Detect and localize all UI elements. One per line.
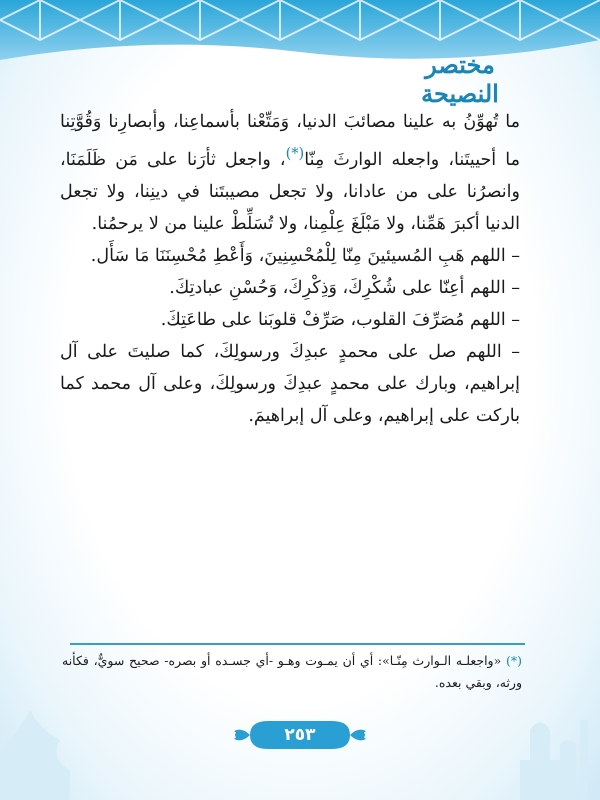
footnote-text: «واجعلـه الـوارث مِنّـا»: أي أن يمـوت وهـو -أي جسـده أو بصره- صحيح سويٌّ، فكأنه ورثه، وبقي بعده. (62, 653, 522, 690)
footnote-marker: (*) (505, 653, 522, 668)
paragraph-5: – اللهم صل على محمدٍ عبدِكَ ورسولِكَ، كما صليتَ على آل إبراهيم، وبارك على محمدٍ عبدِكَ ورسولِكَ، وعلى آل محمد كما باركت على إبراهيم، وعلى آل إبراهيمَ. (60, 341, 520, 426)
page-number: ٢٥٣ (284, 725, 316, 745)
page-number-ornament (228, 718, 372, 752)
main-text (60, 106, 520, 432)
footnote (62, 650, 522, 694)
paragraph-2: – اللهم هَبِ المُسيئينَ مِنّا لِلْمُحْسِنِينَ، وَأَعْطِ مُحْسِنَنَا مَا سَأَل. (90, 245, 520, 266)
paragraph-1: ما تُهوِّنُ به علينا مصائبَ الدنيا، وَمَتِّعْنا بأسماعِنا، وأبصارِنا وَقُوَّتِنا ما أحييتَنا، واجعله الوارثَ مِنّا(*)، واجعل ثأرَنا على مَن ظَلَمَنَا، وانصرُنا على من عادانا، ولا تجعل مصيبتَنا في دينِنا، ولا تجعل الدنيا أكبرَ هَمِّنا، ولا مَبْلَغَ عِلْمِنا، ولا تُسَلِّطْ علينا من لا يرحمُنا. (60, 112, 520, 234)
footnote-divider (70, 643, 525, 645)
logo-text: مختصر النصيحة (421, 50, 499, 108)
paragraph-4: – اللهم مُصَرِّفَ القلوب، صَرِّفْ قلوبَنا على طاعَتِكَ. (160, 309, 520, 330)
book-logo (390, 50, 530, 108)
paragraph-3: – اللهم أعِنّا على شُكْرِكَ، وَذِكْرِكَ، وَحُسْنِ عبادتِكَ. (169, 277, 520, 298)
